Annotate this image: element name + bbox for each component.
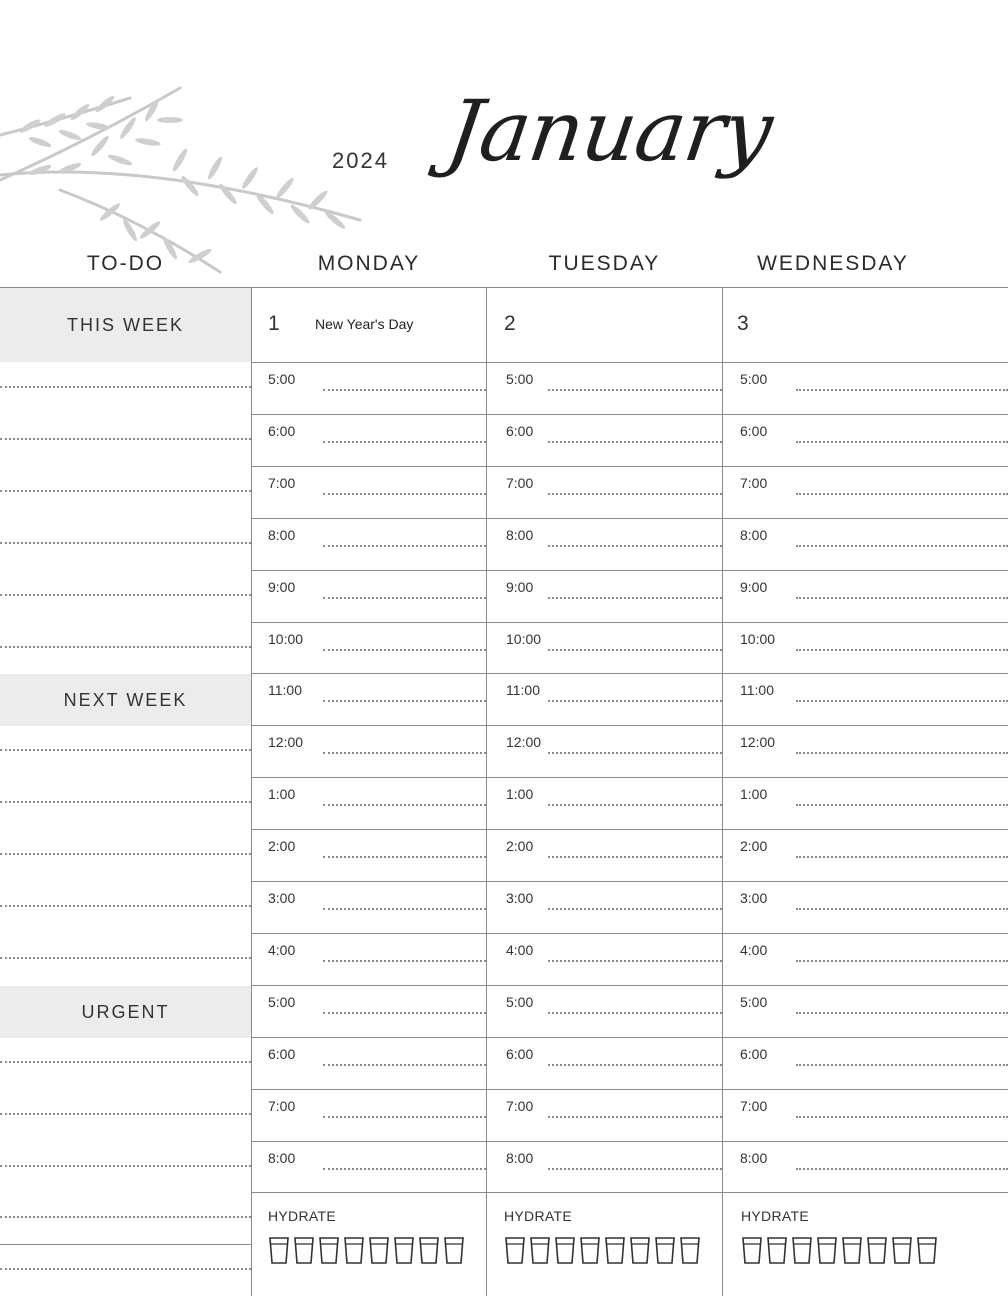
hour-label: 8:00 — [268, 527, 296, 543]
hour-label: 8:00 — [506, 1150, 534, 1166]
water-glass-icon[interactable] — [395, 1238, 413, 1263]
hour-label: 7:00 — [740, 1098, 768, 1114]
hour-label: 5:00 — [506, 994, 534, 1010]
date-wednesday: 3 — [737, 312, 749, 335]
todo-writing-line — [0, 594, 251, 596]
water-glass-icon[interactable] — [818, 1238, 836, 1263]
todo-writing-line — [0, 646, 251, 648]
water-glass-icon[interactable] — [295, 1238, 313, 1263]
hour-label: 9:00 — [740, 579, 768, 595]
row-separator — [252, 622, 1008, 623]
water-glass-icon[interactable] — [793, 1238, 811, 1263]
hour-label: 11:00 — [268, 682, 302, 698]
writing-line — [548, 545, 722, 547]
writing-line — [323, 597, 486, 599]
hour-label: 5:00 — [506, 371, 534, 387]
month-title: January — [441, 82, 778, 180]
hour-label: 7:00 — [740, 475, 768, 491]
hydrate-label-wednesday: HYDRATE — [741, 1208, 809, 1224]
writing-line — [548, 389, 722, 391]
writing-line — [796, 752, 1008, 754]
day-heading-tuesday: TUESDAY — [548, 252, 661, 275]
hydrate-tracker — [741, 1236, 941, 1266]
hour-label: 5:00 — [268, 371, 296, 387]
writing-line — [548, 960, 722, 962]
todo-section-label: THIS WEEK — [66, 314, 184, 335]
grid-divider-tuesday — [722, 287, 723, 1296]
writing-line — [796, 545, 1008, 547]
water-glass-icon[interactable] — [918, 1238, 936, 1263]
hour-label: 12:00 — [740, 734, 776, 750]
hour-label: 9:00 — [268, 579, 296, 595]
water-glass-icon[interactable] — [420, 1238, 438, 1263]
water-glass-icon[interactable] — [656, 1238, 674, 1263]
writing-line — [548, 1012, 722, 1014]
hour-label: 4:00 — [506, 942, 534, 958]
row-separator — [252, 673, 1008, 674]
writing-line — [796, 441, 1008, 443]
hour-label: 12:00 — [506, 734, 542, 750]
hour-label: 5:00 — [740, 994, 768, 1010]
writing-line — [323, 960, 486, 962]
water-glass-icon[interactable] — [868, 1238, 886, 1263]
writing-line — [796, 1012, 1008, 1014]
hour-label: 4:00 — [268, 942, 296, 958]
writing-line — [323, 1168, 486, 1170]
writing-line — [548, 856, 722, 858]
hydrate-tracker — [504, 1236, 704, 1266]
water-glass-icon[interactable] — [681, 1238, 699, 1263]
water-glass-icon[interactable] — [581, 1238, 599, 1263]
water-glass-icon[interactable] — [531, 1238, 549, 1263]
hour-label: 1:00 — [268, 786, 296, 802]
row-separator — [252, 362, 1008, 363]
todo-writing-line — [0, 801, 251, 803]
todo-writing-line — [0, 1061, 251, 1063]
hour-label: 6:00 — [268, 1046, 296, 1062]
writing-line — [796, 804, 1008, 806]
writing-line — [548, 597, 722, 599]
row-separator — [252, 985, 1008, 986]
writing-line — [796, 700, 1008, 702]
water-glass-icon[interactable] — [743, 1238, 761, 1263]
writing-line — [323, 752, 486, 754]
water-glass-icon[interactable] — [320, 1238, 338, 1263]
todo-writing-line — [0, 1113, 251, 1115]
writing-line — [323, 1012, 486, 1014]
leaf-sprig-icon — [0, 80, 370, 280]
writing-line — [796, 1064, 1008, 1066]
writing-line — [323, 908, 486, 910]
row-separator — [252, 725, 1008, 726]
row-separator — [252, 1089, 1008, 1090]
hour-label: 2:00 — [268, 838, 296, 854]
hour-label: 7:00 — [506, 475, 534, 491]
water-glass-icon[interactable] — [370, 1238, 388, 1263]
hour-label: 11:00 — [740, 682, 774, 698]
writing-line — [323, 804, 486, 806]
row-separator — [252, 1192, 1008, 1193]
row-separator — [252, 414, 1008, 415]
todo-writing-line — [0, 905, 251, 907]
hour-label: 7:00 — [268, 475, 296, 491]
todo-writing-line — [0, 386, 251, 388]
writing-line — [548, 700, 722, 702]
todo-section-next-week — [0, 674, 251, 726]
row-separator — [252, 881, 1008, 882]
todo-section-label: URGENT — [81, 1001, 170, 1022]
todo-section-label: NEXT WEEK — [63, 689, 188, 710]
hydrate-label-monday: HYDRATE — [268, 1208, 336, 1224]
todo-writing-line — [0, 542, 251, 544]
writing-line — [548, 1116, 722, 1118]
writing-line — [323, 1064, 486, 1066]
hour-label: 11:00 — [506, 682, 540, 698]
day-heading-wednesday: WEDNESDAY — [757, 252, 909, 275]
year-label: 2024 — [332, 148, 389, 173]
writing-line — [323, 649, 486, 651]
hour-label: 8:00 — [268, 1150, 296, 1166]
hour-label: 10:00 — [740, 631, 776, 647]
row-separator — [252, 777, 1008, 778]
water-glass-icon[interactable] — [768, 1238, 786, 1263]
writing-line — [548, 1064, 722, 1066]
row-separator — [252, 933, 1008, 934]
writing-line — [548, 1168, 722, 1170]
todo-writing-line — [0, 957, 251, 959]
writing-line — [796, 1168, 1008, 1170]
writing-line — [323, 856, 486, 858]
todo-writing-line — [0, 438, 251, 440]
writing-line — [323, 545, 486, 547]
todo-writing-line — [0, 1216, 251, 1218]
date-tuesday: 2 — [504, 312, 516, 335]
writing-line — [548, 493, 722, 495]
writing-line — [548, 908, 722, 910]
writing-line — [548, 649, 722, 651]
water-glass-icon[interactable] — [606, 1238, 624, 1263]
todo-separator — [0, 1244, 251, 1245]
hour-label: 8:00 — [740, 1150, 768, 1166]
writing-line — [796, 597, 1008, 599]
hour-label: 9:00 — [506, 579, 534, 595]
writing-line — [796, 960, 1008, 962]
row-separator — [252, 466, 1008, 467]
hour-label: 6:00 — [740, 1046, 768, 1062]
writing-line — [548, 752, 722, 754]
hour-label: 6:00 — [268, 423, 296, 439]
writing-line — [796, 493, 1008, 495]
hour-label: 6:00 — [506, 1046, 534, 1062]
hour-label: 1:00 — [740, 786, 768, 802]
writing-line — [323, 389, 486, 391]
hour-label: 8:00 — [506, 527, 534, 543]
hour-label: 5:00 — [268, 994, 296, 1010]
hour-label: 3:00 — [268, 890, 296, 906]
row-separator — [252, 570, 1008, 571]
holiday-label: New Year's Day — [315, 316, 414, 332]
water-glass-icon[interactable] — [445, 1238, 463, 1263]
hour-label: 8:00 — [740, 527, 768, 543]
hour-label: 2:00 — [506, 838, 534, 854]
hour-label: 2:00 — [740, 838, 768, 854]
todo-heading: TO-DO — [86, 252, 165, 275]
date-monday: 1 — [268, 312, 280, 335]
hour-label: 6:00 — [740, 423, 768, 439]
hydrate-label-tuesday: HYDRATE — [504, 1208, 572, 1224]
row-separator — [252, 1141, 1008, 1142]
hydrate-tracker — [268, 1236, 468, 1266]
writing-line — [323, 1116, 486, 1118]
grid-divider-todo — [251, 287, 252, 1296]
hour-label: 5:00 — [740, 371, 768, 387]
hour-label: 3:00 — [506, 890, 534, 906]
hour-label: 7:00 — [506, 1098, 534, 1114]
writing-line — [323, 700, 486, 702]
hour-label: 10:00 — [506, 631, 542, 647]
day-heading-monday: MONDAY — [317, 252, 421, 275]
hour-label: 3:00 — [740, 890, 768, 906]
row-separator — [252, 518, 1008, 519]
water-glass-icon[interactable] — [270, 1238, 288, 1263]
todo-section-urgent — [0, 986, 251, 1038]
row-separator — [252, 1037, 1008, 1038]
writing-line — [796, 856, 1008, 858]
todo-writing-line — [0, 1268, 251, 1270]
water-glass-icon[interactable] — [843, 1238, 861, 1263]
water-glass-icon[interactable] — [893, 1238, 911, 1263]
todo-section-this-week — [0, 288, 251, 362]
hour-label: 7:00 — [268, 1098, 296, 1114]
water-glass-icon[interactable] — [631, 1238, 649, 1263]
hour-label: 12:00 — [268, 734, 304, 750]
todo-writing-line — [0, 853, 251, 855]
todo-writing-line — [0, 1165, 251, 1167]
hour-label: 4:00 — [740, 942, 768, 958]
writing-line — [548, 804, 722, 806]
grid-divider-monday — [486, 287, 487, 1296]
writing-line — [796, 649, 1008, 651]
hour-label: 1:00 — [506, 786, 534, 802]
writing-line — [323, 493, 486, 495]
water-glass-icon[interactable] — [345, 1238, 363, 1263]
hour-label: 6:00 — [506, 423, 534, 439]
writing-line — [548, 441, 722, 443]
writing-line — [796, 1116, 1008, 1118]
water-glass-icon[interactable] — [506, 1238, 524, 1263]
row-separator — [252, 829, 1008, 830]
writing-line — [796, 908, 1008, 910]
hour-label: 10:00 — [268, 631, 304, 647]
writing-line — [323, 441, 486, 443]
water-glass-icon[interactable] — [556, 1238, 574, 1263]
writing-line — [796, 389, 1008, 391]
todo-writing-line — [0, 490, 251, 492]
todo-writing-line — [0, 749, 251, 751]
